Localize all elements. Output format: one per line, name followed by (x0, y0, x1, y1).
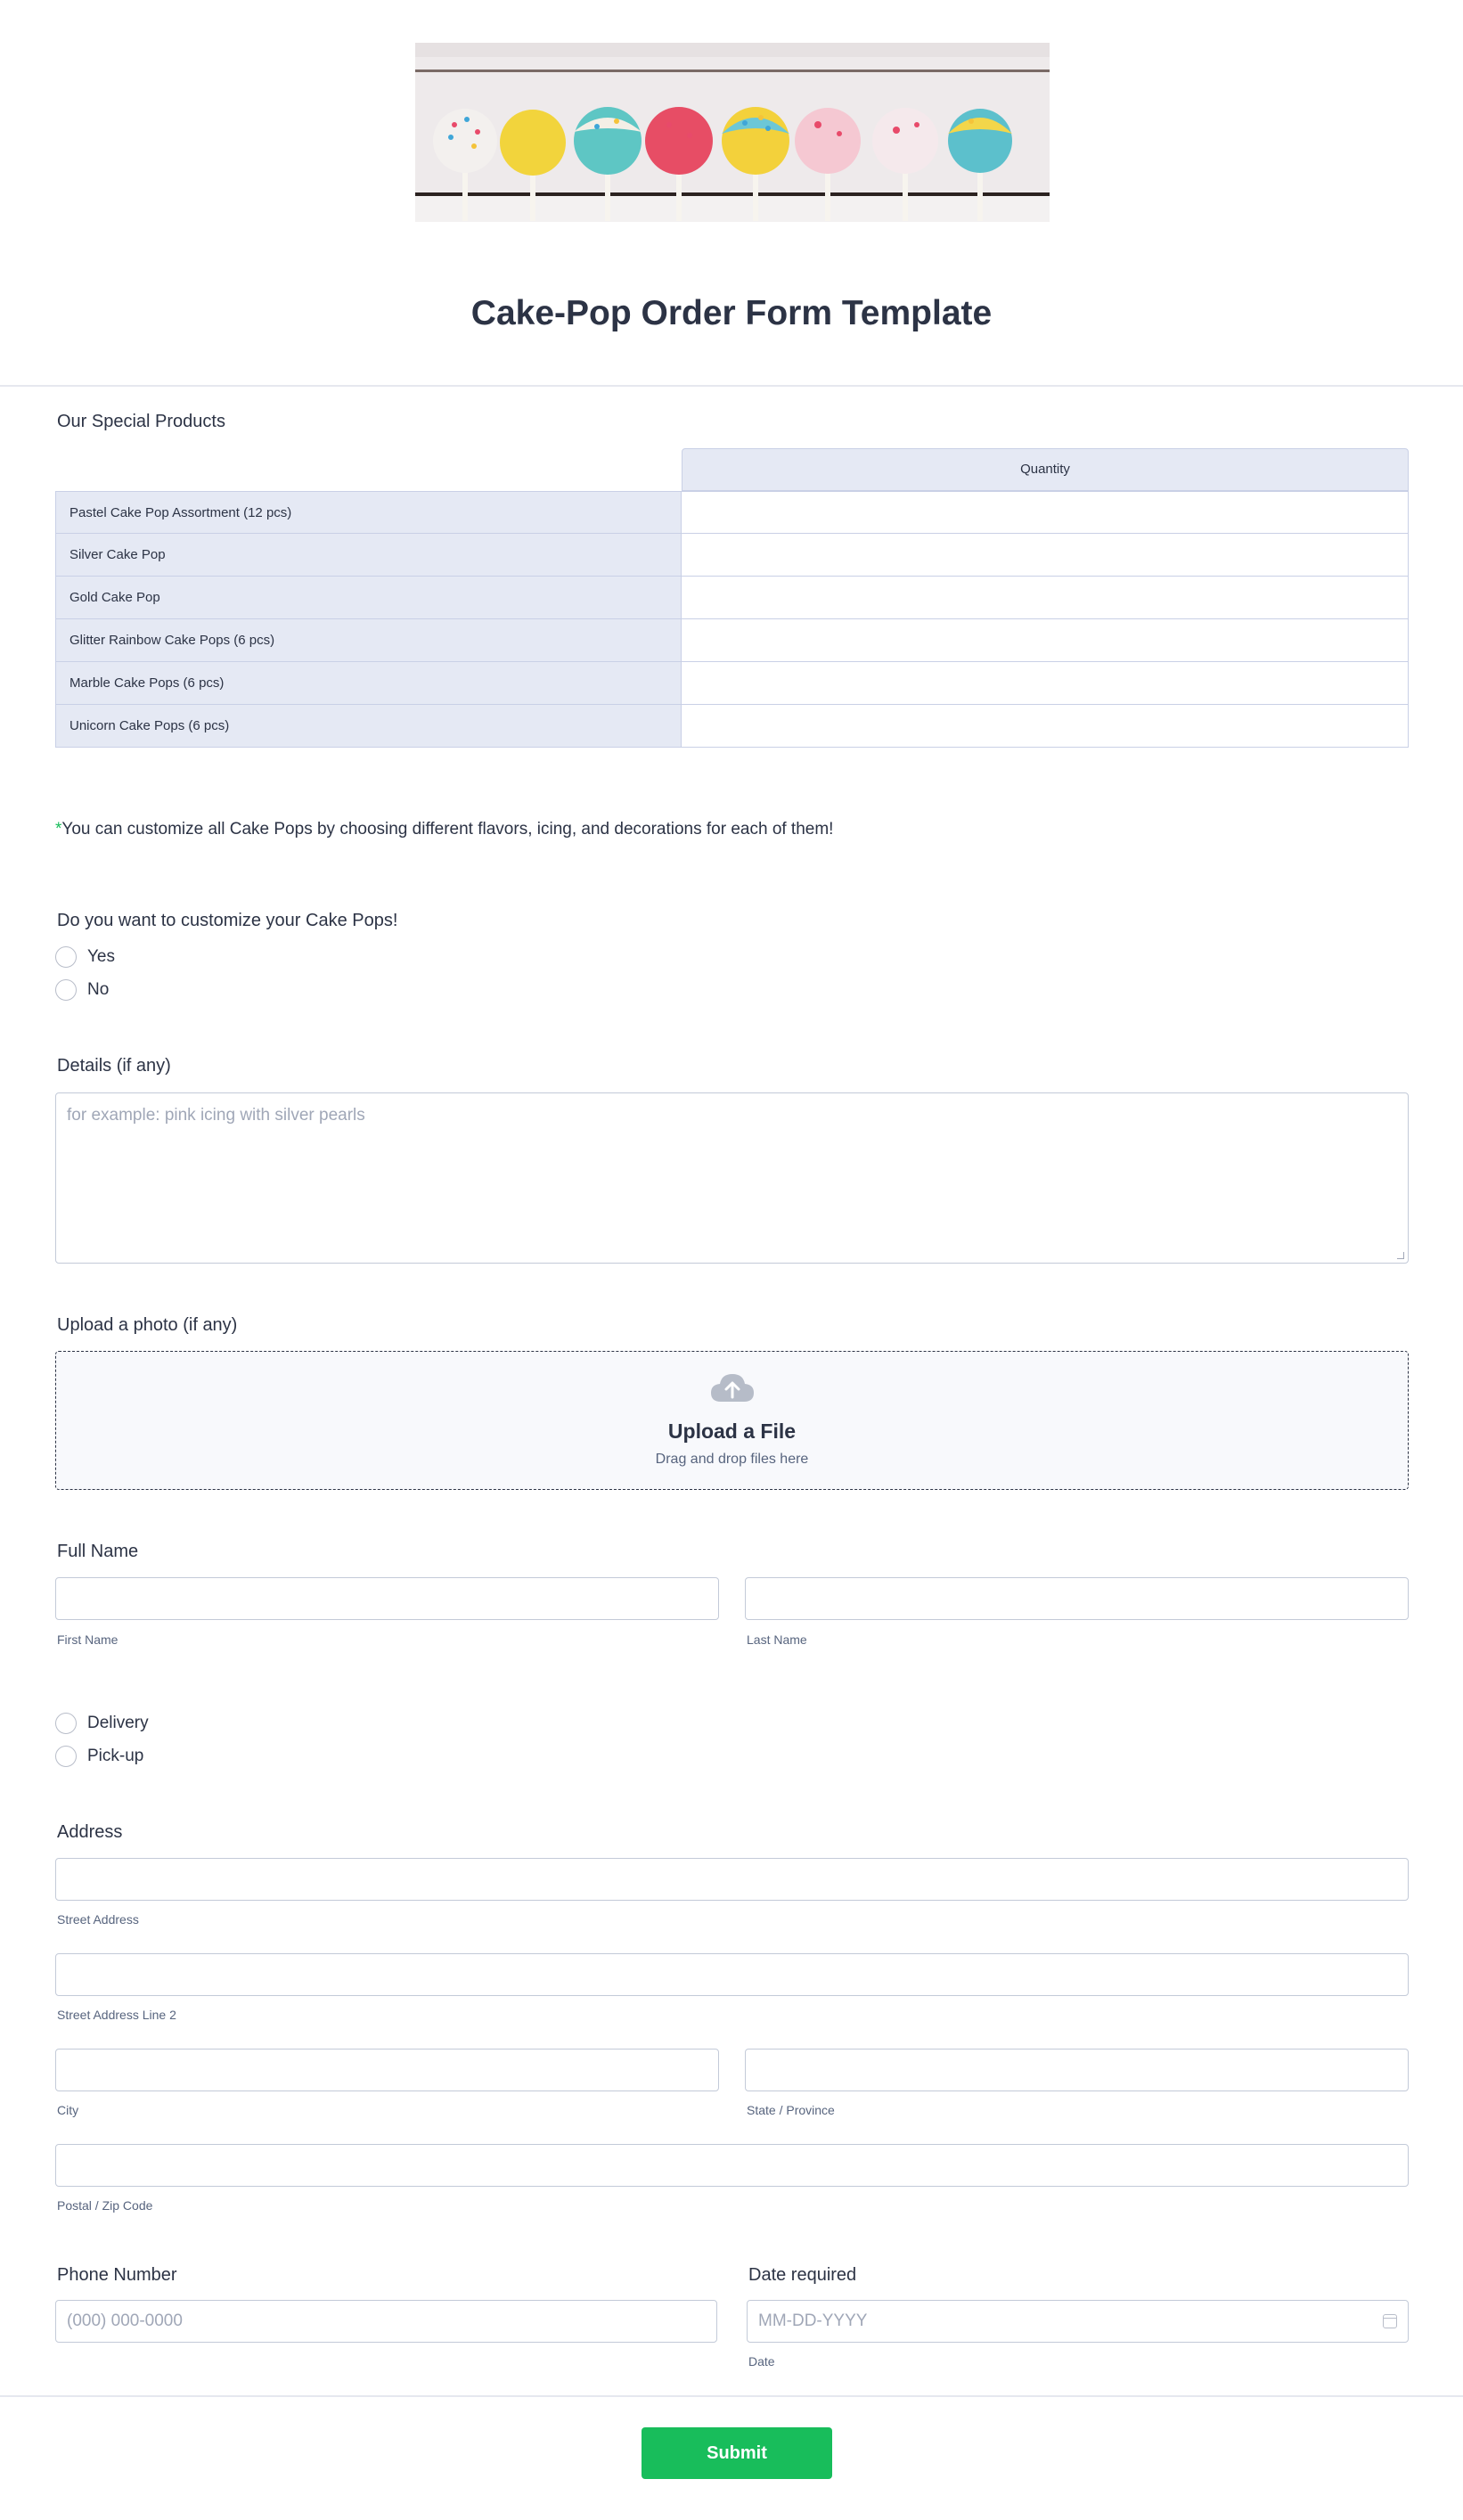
details-label: Details (if any) (57, 1056, 171, 1076)
resize-handle-icon[interactable] (1397, 1252, 1404, 1259)
form-title: Cake-Pop Order Form Template (470, 294, 993, 332)
matrix-row-label: Silver Cake Pop (55, 534, 682, 577)
date-placeholder: MM-DD-YYYY (758, 2311, 868, 2330)
phone-label: Phone Number (57, 2265, 177, 2285)
matrix-row (55, 577, 1409, 619)
upload-subtitle: Drag and drop files here (655, 1452, 809, 1467)
matrix-row (55, 705, 1409, 748)
radio-no[interactable] (55, 978, 109, 1002)
date-sublabel: Date (748, 2354, 775, 2369)
radio-circle[interactable] (55, 946, 77, 968)
first-name-sublabel: First Name (57, 1632, 119, 1647)
matrix-row (55, 491, 1409, 534)
first-name-input[interactable] (55, 1577, 719, 1620)
note-text: You can customize all Cake Pops by choosing different flavors, icing, and decorations for each of them! (61, 820, 834, 839)
radio-circle[interactable] (55, 1746, 77, 1767)
details-textarea[interactable] (55, 1092, 1409, 1264)
quantity-cell[interactable] (682, 491, 1409, 534)
address-label: Address (57, 1822, 123, 1842)
customize-note (55, 820, 833, 839)
matrix-row-label: Unicorn Cake Pops (6 pcs) (55, 705, 682, 748)
cloud-upload-icon (710, 1371, 755, 1403)
quantity-cell[interactable] (682, 705, 1409, 748)
radio-circle[interactable] (55, 979, 77, 1001)
matrix-row-label: Gold Cake Pop (55, 577, 682, 619)
street-address-2-input[interactable] (55, 1953, 1409, 1996)
radio-delivery[interactable] (55, 1712, 149, 1735)
quantity-cell[interactable] (682, 577, 1409, 619)
cake-pops-header-image (415, 43, 1050, 222)
customize-label: Do you want to customize your Cake Pops! (57, 911, 398, 930)
street-address-2-sublabel: Street Address Line 2 (57, 2008, 176, 2022)
radio-circle[interactable] (55, 1713, 77, 1734)
file-upload-dropzone[interactable] (55, 1351, 1409, 1490)
matrix-row (55, 662, 1409, 705)
last-name-sublabel: Last Name (747, 1632, 807, 1647)
matrix-header-quantity: Quantity (682, 448, 1409, 491)
matrix-row-label: Pastel Cake Pop Assortment (12 pcs) (55, 491, 682, 534)
matrix-row-label: Marble Cake Pops (6 pcs) (55, 662, 682, 705)
radio-label: Pick-up (87, 1747, 144, 1765)
note-asterisk: * (55, 820, 62, 839)
calendar-icon[interactable] (1383, 2314, 1397, 2328)
quantity-cell[interactable] (682, 619, 1409, 662)
full-name-label: Full Name (57, 1542, 139, 1561)
radio-label: Yes (87, 947, 115, 966)
products-label: Our Special Products (57, 412, 225, 431)
postal-code-input[interactable] (55, 2144, 1409, 2187)
phone-placeholder: (000) 000-0000 (67, 2311, 183, 2330)
form-header (0, 0, 1463, 387)
date-label: Date required (748, 2265, 857, 2285)
last-name-input[interactable] (745, 1577, 1409, 1620)
upload-label: Upload a photo (if any) (57, 1315, 238, 1335)
street-address-input[interactable] (55, 1858, 1409, 1901)
radio-label: Delivery (87, 1714, 149, 1732)
matrix-row-label: Glitter Rainbow Cake Pops (6 pcs) (55, 619, 682, 662)
street-address-sublabel: Street Address (57, 1912, 139, 1927)
radio-label: No (87, 980, 110, 999)
upload-title: Upload a File (667, 1420, 797, 1443)
submit-button[interactable]: Submit (642, 2427, 832, 2479)
date-input[interactable] (747, 2300, 1409, 2343)
city-sublabel: City (57, 2103, 79, 2117)
radio-pickup[interactable] (55, 1745, 143, 1768)
matrix-row (55, 619, 1409, 662)
city-input[interactable] (55, 2049, 719, 2091)
postal-code-sublabel: Postal / Zip Code (57, 2198, 153, 2213)
radio-yes[interactable] (55, 945, 115, 969)
matrix-row (55, 534, 1409, 577)
state-sublabel: State / Province (747, 2103, 835, 2117)
state-input[interactable] (745, 2049, 1409, 2091)
details-placeholder: for example: pink icing with silver pearls (67, 1106, 365, 1125)
quantity-cell[interactable] (682, 534, 1409, 577)
quantity-cell[interactable] (682, 662, 1409, 705)
phone-input[interactable] (55, 2300, 717, 2343)
